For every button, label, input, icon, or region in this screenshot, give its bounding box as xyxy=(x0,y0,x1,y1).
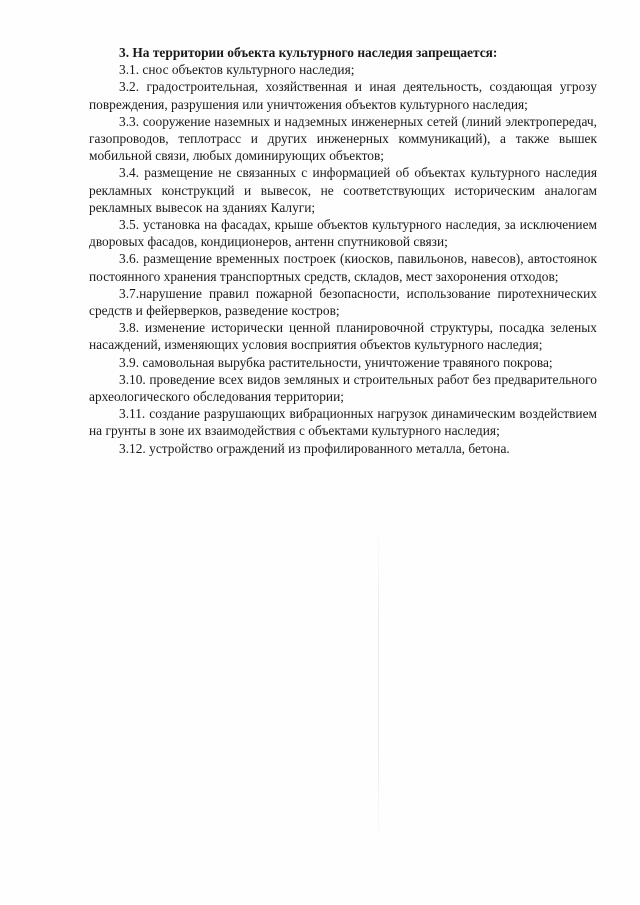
list-item-3-6: 3.6. размещение временных построек (киосков, павильонов, навесов), автостоянок постоянного хранения транспортных средств, складов, мест захоронения отходов; xyxy=(89,251,597,284)
list-item-3-4: 3.4. размещение не связанных с информацией об объектах культурного наследия рекламных конструкций и вывесок, не соответствующих историческим аналогам рекламных вывесок на зданиях Калуги; xyxy=(89,165,597,215)
list-item-3-2: 3.2. градостроительная, хозяйственная и иная деятельность, создающая угрозу повреждения, разрушения или уничтожения объектов культурного наследия; xyxy=(89,79,597,112)
scan-fold-line xyxy=(378,520,379,850)
list-item-3-12: 3.12. устройство ограждений из профилированного металла, бетона. xyxy=(119,440,510,456)
list-item-3-9: 3.9. самовольная вырубка растительности, уничтожение травяного покрова; xyxy=(119,354,553,370)
section-heading: 3. На территории объекта культурного наследия запрещается: xyxy=(119,45,498,60)
list-item-3-11: 3.11. создание разрушающих вибрационных нагрузок динамическим воздействием на грунты в зоне их взаимодействия с объектами культурного наследия; xyxy=(89,406,597,439)
list-item-3-5: 3.5. установка на фасадах, крыше объектов культурного наследия, за исключением дворовых фасадов, кондиционеров, антенн спутниковой связи; xyxy=(89,217,597,250)
document-body xyxy=(89,44,597,457)
list-item-3-7: 3.7.нарушение правил пожарной безопасности, использование пиротехнических средств и фейерверков, разведение костров; xyxy=(89,285,597,319)
list-item-3-3: 3.3. сооружение наземных и надземных инженерных сетей (линий электропередач, газопроводов, теплотрасс и других инженерных коммуникаций), а также вышек мобильной связи, любых доминирующих объектов; xyxy=(89,113,597,164)
list-item-3-10: 3.10. проведение всех видов земляных и строительных работ без предварительного археологического обследования территории; xyxy=(89,371,597,405)
list-item-3-8: 3.8. изменение исторически ценной планировочной структуры, посадка зеленых насаждений, изменяющих условия восприятия объектов культурного наследия; xyxy=(89,320,597,353)
list-item-3-1: 3.1. снос объектов культурного наследия; xyxy=(119,62,355,78)
